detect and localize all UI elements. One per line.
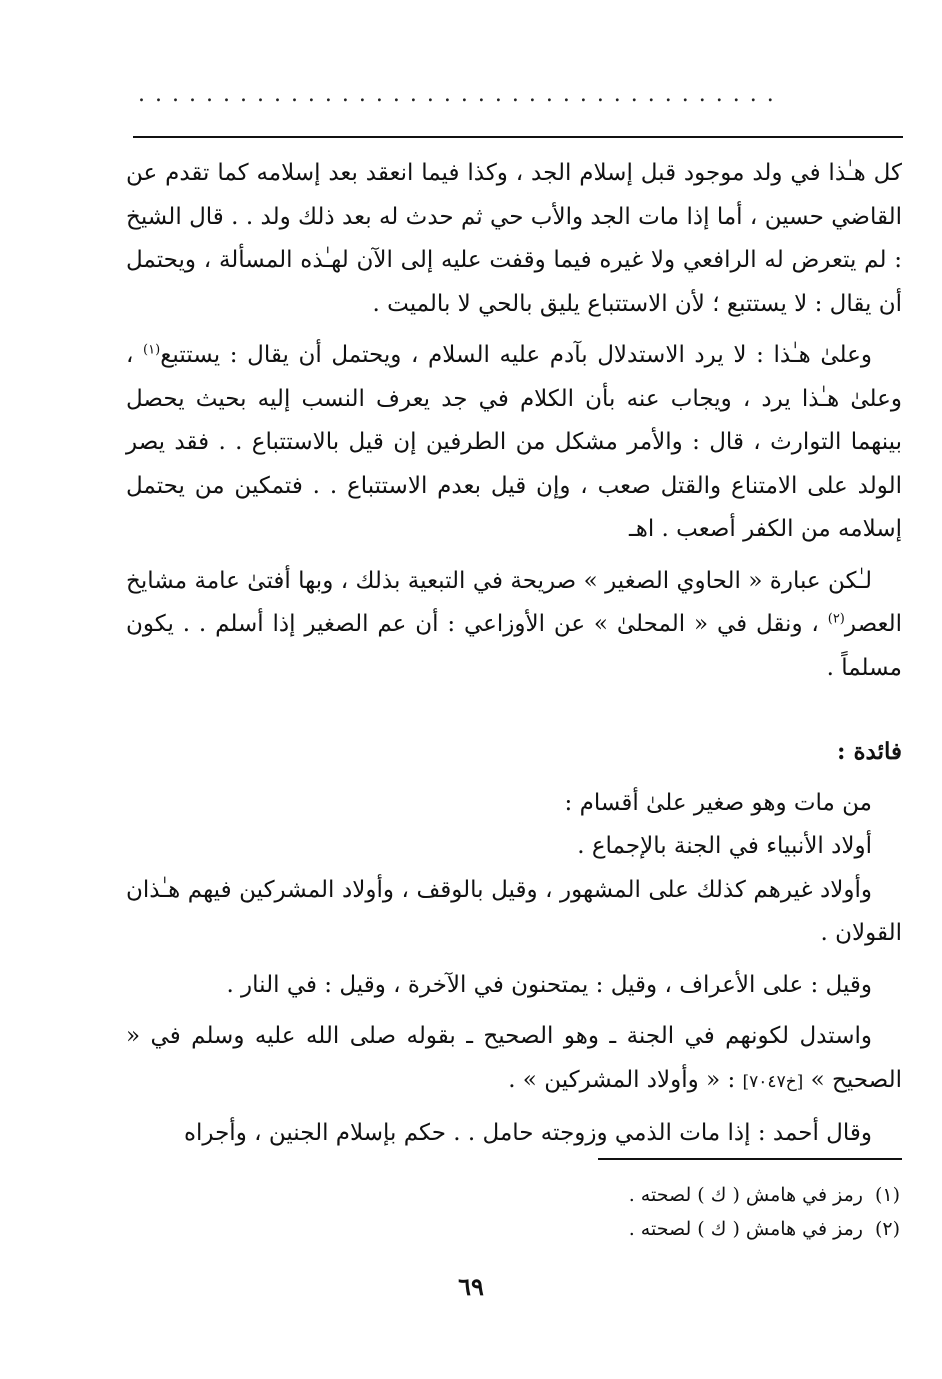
footnote-rule [598, 1158, 902, 1160]
footnote-item [400, 1212, 900, 1246]
footnote-text: رمز في هامش ( ك ) لصحته . [628, 1184, 863, 1206]
footnotes [400, 1178, 900, 1246]
page-number: ٦٩ [458, 1272, 484, 1301]
footnote-item [400, 1178, 900, 1212]
text-run: واستدل لكونهم في الجنة ـ وهو الصحيح ـ بقوله صلى الله عليه وسلم في « الصحيح » [126, 1023, 902, 1093]
paragraph [126, 334, 902, 552]
header-dot-ornament: ...................................... [138, 82, 784, 107]
text-run: ، وعلىٰ هـٰذا يرد ، ويجاب عنه بأن الكلام في جد يعرف النسب إليه بحيث يحصل بينهما التوارث ، قال : والأمر مشكل من الطرفين إن قيل بالاستتباع . . فقد يصر الولد على الامتناع والقتل صعب ، وإن قيل بعدم الاستتباع . . فتمكين من يحتمل إسلامه من الكفر أصعب . اهـ [126, 342, 902, 542]
hadith-reference: [خ٧٠٤٧] [742, 1071, 804, 1092]
paragraph: وأولاد غيرهم كذلك على المشهور ، وقيل بالوقف ، وأولاد المشركين فيهم هـٰذان القولان . [126, 876, 902, 946]
footnote-ref: (١) [143, 342, 161, 358]
text-run: : « وأولاد المشركين » . [508, 1066, 736, 1093]
paragraph: أولاد الأنبياء في الجنة بالإجماع . [577, 833, 872, 859]
paragraph [126, 1015, 902, 1104]
footnote-ref: (٢) [827, 611, 845, 627]
footnote-number: (١) [874, 1184, 900, 1206]
header-rule [133, 136, 903, 138]
text-run: لـٰكن عبارة « الحاوي الصغير » صريحة في التبعية بذلك ، وبها أفتىٰ عامة مشايخ العصر [126, 567, 903, 637]
main-text [126, 152, 902, 1156]
paragraph: وقال أحمد : إذا مات الذمي وزوجته حامل . . حكم بإسلام الجنين ، وأجراه [183, 1120, 872, 1146]
paragraph: كل هـٰذا في ولد موجود قبل إسلام الجد ، وكذا فيما انعقد بعد إسلامه كما تقدم عن القاضي حسين ، أما إذا مات الجد والأب حي ثم حدث له بعد ذلك ولد . . قال الشيخ : لم يتعرض له الرافعي ولا غيره فيما وقفت عليه إلى الآن لهـٰذه المسألة ، ويحتمل أن يقال : لا يستتبع ؛ لأن الاستتباع يليق بالحي لا بالميت . [126, 160, 902, 317]
paragraph: وقيل : على الأعراف ، وقيل : يمتحنون في الآخرة ، وقيل : في النار . [226, 971, 872, 998]
text-run: ، ونقل في « المحلىٰ » عن الأوزاعي : أن عم الصغير إذا أسلم . . يكون مسلماً . [126, 611, 902, 681]
footnote-text: رمز في هامش ( ك ) لصحته . [628, 1218, 863, 1240]
text-run: وعلىٰ هـٰذا : لا يرد الاستدلال بآدم عليه السلام ، ويحتمل أن يقال : يستتبع [160, 342, 873, 368]
paragraph: من مات وهو صغير علىٰ أقسام : [564, 789, 872, 816]
section-heading: فائدة : [836, 738, 902, 765]
footnote-number: (٢) [874, 1218, 900, 1240]
paragraph [126, 560, 902, 691]
